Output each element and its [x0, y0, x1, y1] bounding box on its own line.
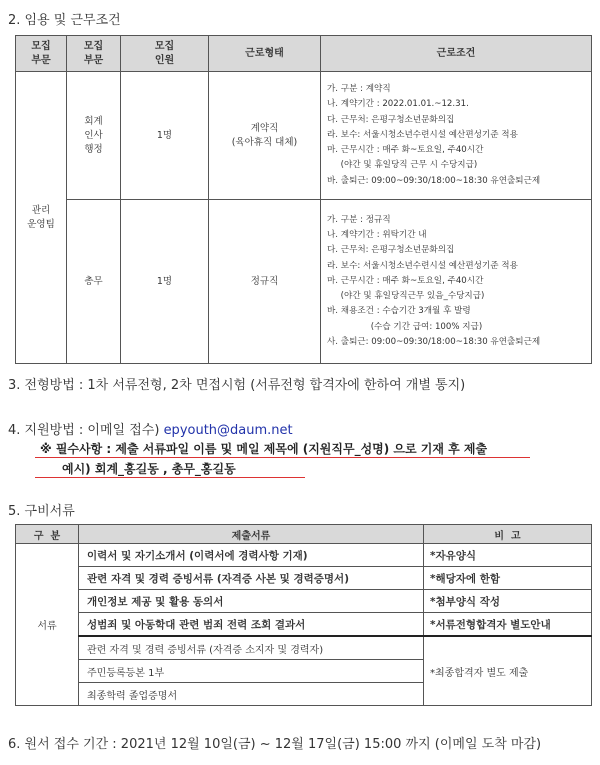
- condition-line: 라. 보수: 서울시청소년수련시설 예산편성기준 적용: [327, 129, 518, 140]
- remark-cell: *서류전형합격자 별도안내: [424, 613, 592, 637]
- section-2-title: 2. 임용 및 근무조건: [8, 13, 121, 28]
- condition-line: (야간 및 휴일당직 근무 시 수당지급): [327, 160, 478, 171]
- section-6-text: 6. 원서 접수 기간 : 2021년 12월 10일(금) ~ 12월 17일(금) 15:00 까지 (이메일 도착 마감): [8, 737, 542, 752]
- section-4-line: [8, 419, 293, 438]
- section-5-title: 5. 구비서류: [8, 504, 75, 519]
- header-category: 구 분: [16, 525, 79, 544]
- condition-line: (수습 기간 급여: 100% 지급): [327, 321, 483, 332]
- employment-conditions-table: [15, 35, 592, 364]
- table-row: [16, 567, 592, 590]
- header-count: 모집 인원: [121, 36, 209, 72]
- category-cell: 서류: [16, 544, 79, 706]
- condition-line: 라. 보수: 서울시청소년수련시설 예산편성기준 적용: [327, 260, 518, 271]
- document-cell: 성범죄 및 아동학대 관련 범죄 전력 조회 결과서: [79, 613, 424, 637]
- table-header-row: [16, 525, 592, 544]
- document-cell: 관련 자격 및 경력 증빙서류 (자격증 소지자 및 경력자): [79, 636, 424, 660]
- header-field: 모집 부문: [67, 36, 121, 72]
- table-row: [16, 200, 592, 364]
- remark-cell: *해당자에 한함: [424, 567, 592, 590]
- type-cell: 계약직 (육아휴직 대체): [209, 72, 321, 200]
- condition-line: 다. 근무처: 은평구청소년문화의집: [327, 245, 455, 256]
- field-cell: 총무: [67, 200, 121, 364]
- dept-cell: 관리 운영팀: [16, 72, 67, 364]
- condition-line: 바. 채용조건 : 수습기간 3개월 후 발령: [327, 306, 471, 317]
- condition-line: 나. 계약기간 : 위탁기간 내: [327, 230, 427, 241]
- header-conditions: 근로조건: [321, 36, 592, 72]
- header-dept: 모집 부문: [16, 36, 67, 72]
- document-cell: 개인정보 제공 및 활용 동의서: [79, 590, 424, 613]
- header-documents: 제출서류: [79, 525, 424, 544]
- condition-line: 나. 계약기간 : 2022.01.01.~12.31.: [327, 99, 469, 110]
- condition-line: 가. 구분 : 계약직: [327, 84, 391, 95]
- condition-line: 사. 출퇴근: 09:00~09:30/18:00~18:30 유연출퇴근제: [327, 336, 541, 347]
- table-row: [16, 72, 592, 200]
- field-cell: 회계 인사 행정: [67, 72, 121, 200]
- condition-line: (야간 및 휴일당직근무 있음_수당지급): [327, 291, 485, 302]
- red-underline: [35, 457, 530, 458]
- condition-line: 다. 근무처: 은평구청소년문화의집: [327, 114, 455, 125]
- required-note-line2: 예시) 회계_홍길동 , 총무_홍길동: [62, 462, 236, 476]
- red-underline: [35, 477, 305, 478]
- header-type: 근로형태: [209, 36, 321, 72]
- table-row: [16, 590, 592, 613]
- condition-line: 마. 근무시간 : 매주 화~토요일, 주40시간: [327, 145, 484, 156]
- condition-line: 마. 근무시간 : 매주 화~토요일, 주40시간: [327, 275, 484, 286]
- conditions-cell: [321, 72, 592, 200]
- required-documents-table: [15, 524, 592, 706]
- condition-line: 가. 구분 : 정규직: [327, 215, 391, 226]
- count-cell: 1명: [121, 72, 209, 200]
- remark-cell: *자유양식: [424, 544, 592, 567]
- document-cell: 관련 자격 및 경력 증빙서류 (자격증 사본 및 경력증명서): [79, 567, 424, 590]
- email-address[interactable]: epyouth@daum.net: [163, 423, 293, 438]
- document-cell: 주민등록등본 1부: [79, 660, 424, 683]
- conditions-cell: [321, 200, 592, 364]
- required-note-line1: ※ 필수사항 : 제출 서류파일 이름 및 메일 제목에 (지원직무_성명) 으로 기재 후 제출: [40, 442, 488, 456]
- table-row: [16, 613, 592, 637]
- table-row: [16, 636, 592, 660]
- table-row: [16, 544, 592, 567]
- document-cell: 최종학력 졸업증명서: [79, 683, 424, 706]
- count-cell: 1명: [121, 200, 209, 364]
- document-cell: 이력서 및 자기소개서 (이력서에 경력사항 기재): [79, 544, 424, 567]
- type-cell: 정규직: [209, 200, 321, 364]
- condition-line: 바. 출퇴근: 09:00~09:30/18:00~18:30 유연출퇴근제: [327, 175, 541, 186]
- section-4-label: 4. 지원방법 : 이메일 접수): [8, 423, 160, 438]
- section-3-text: 3. 전형방법 : 1차 서류전형, 2차 면접시험 (서류전형 합격자에 한하여 개별 통지): [8, 378, 466, 393]
- remark-cell: *최종합격자 별도 제출: [424, 636, 592, 706]
- table-header-row: [16, 36, 592, 72]
- remark-cell: *첨부양식 작성: [424, 590, 592, 613]
- header-remarks: 비 고: [424, 525, 592, 544]
